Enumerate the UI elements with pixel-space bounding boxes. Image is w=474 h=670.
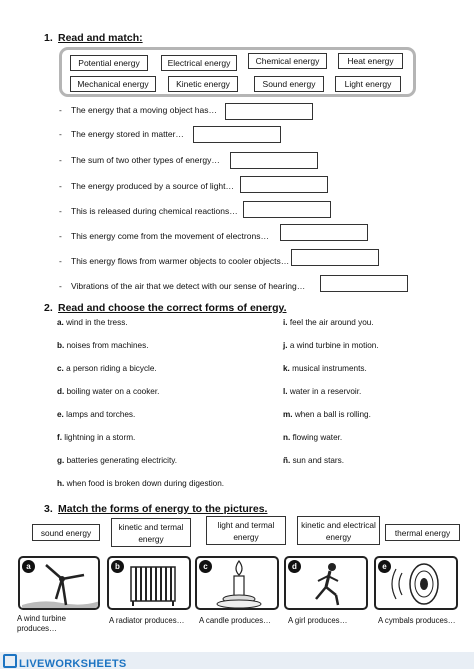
choice-letter: k. bbox=[283, 364, 290, 373]
caption-a: A wind turbine produces… bbox=[17, 614, 66, 633]
word-light-energy[interactable]: Light energy bbox=[335, 76, 401, 92]
choice-letter: m. bbox=[283, 410, 293, 419]
picture-d bbox=[284, 556, 368, 610]
wind-turbine-icon bbox=[22, 559, 100, 609]
bullet-dash: - bbox=[59, 281, 62, 291]
choice-letter: l. bbox=[283, 387, 288, 396]
answer-box-8[interactable] bbox=[320, 275, 408, 292]
caption-c: A candle produces… bbox=[199, 616, 271, 625]
choice-text: flowing water. bbox=[292, 433, 343, 442]
choice-letter: i. bbox=[283, 318, 288, 327]
candle-icon bbox=[199, 559, 279, 609]
section3-title: Match the forms of energy to the pictures. bbox=[58, 503, 268, 515]
picture-badge: c bbox=[199, 560, 212, 573]
bullet-dash: - bbox=[59, 256, 62, 266]
choice-letter: e. bbox=[57, 410, 64, 419]
picture-badge: d bbox=[288, 560, 301, 573]
runner-icon bbox=[288, 559, 368, 609]
word-mechanical-energy[interactable]: Mechanical energy bbox=[70, 76, 156, 92]
cymbals-icon bbox=[378, 559, 458, 609]
choice-letter: d. bbox=[57, 387, 65, 396]
answer-box-2[interactable] bbox=[193, 126, 281, 143]
choice-l[interactable] bbox=[283, 387, 361, 396]
answer-box-3[interactable] bbox=[230, 152, 318, 169]
choice-d[interactable] bbox=[57, 387, 159, 396]
answer-box-4[interactable] bbox=[240, 176, 328, 193]
choice-letter: h. bbox=[57, 479, 65, 488]
section1-title: Read and match: bbox=[58, 32, 143, 44]
picture-badge: b bbox=[111, 560, 124, 573]
statement-2: The energy stored in matter… bbox=[71, 129, 184, 139]
choice-text: lamps and torches. bbox=[66, 410, 136, 419]
word-kinetic-energy[interactable]: Kinetic energy bbox=[168, 76, 238, 92]
choice-letter: a. bbox=[57, 318, 64, 327]
choice-text: a wind turbine in motion. bbox=[289, 341, 379, 350]
answer-box-7[interactable] bbox=[291, 249, 379, 266]
choice-e[interactable] bbox=[57, 410, 135, 419]
caption-e: A cymbals produces… bbox=[378, 616, 456, 625]
choice-n[interactable] bbox=[283, 433, 342, 442]
option-light-termal-energy[interactable]: light and termal energy bbox=[206, 516, 286, 545]
choice-g[interactable] bbox=[57, 456, 177, 465]
choice-text: a person riding a bicycle. bbox=[66, 364, 157, 373]
brand-text: LIVEWORKSHEETS bbox=[19, 658, 127, 670]
caption-d: A girl produces… bbox=[288, 616, 348, 625]
choice-letter: g. bbox=[57, 456, 65, 465]
section3-number: 3. bbox=[44, 503, 53, 515]
choice-text: noises from machines. bbox=[66, 341, 149, 350]
section2-number: 2. bbox=[44, 302, 53, 314]
choice-a[interactable] bbox=[57, 318, 128, 327]
statement-5: This is released during chemical reactions… bbox=[71, 206, 238, 216]
statement-1: The energy that a moving object has… bbox=[71, 105, 217, 115]
word-electrical-energy[interactable]: Electrical energy bbox=[161, 55, 237, 71]
choice-j[interactable] bbox=[283, 341, 379, 350]
choice-text: musical instruments. bbox=[292, 364, 367, 373]
picture-b bbox=[107, 556, 191, 610]
choice-letter: b. bbox=[57, 341, 65, 350]
choice-letter: n. bbox=[283, 433, 291, 442]
choice-letter: f. bbox=[57, 433, 63, 442]
option-thermal-energy[interactable]: thermal energy bbox=[385, 524, 460, 541]
choice-letter: c. bbox=[57, 364, 64, 373]
bullet-dash: - bbox=[59, 231, 62, 241]
bullet-dash: - bbox=[59, 181, 62, 191]
picture-badge: e bbox=[378, 560, 391, 573]
brand-logo bbox=[3, 654, 127, 670]
caption-b: A radiator produces… bbox=[109, 616, 185, 625]
choice-text: batteries generating electricity. bbox=[66, 456, 177, 465]
choice-text: feel the air around you. bbox=[289, 318, 374, 327]
choice-letter: j. bbox=[283, 341, 288, 350]
section2-title: Read and choose the correct forms of energy. bbox=[58, 302, 287, 314]
word-chemical-energy[interactable]: Chemical energy bbox=[248, 53, 327, 69]
statement-4: The energy produced by a source of light… bbox=[71, 181, 235, 191]
option-sound-energy[interactable]: sound energy bbox=[32, 524, 100, 541]
choice-enye[interactable] bbox=[283, 456, 344, 465]
statement-7: This energy flows from warmer objects to cooler objects… bbox=[71, 256, 290, 266]
bullet-dash: - bbox=[59, 206, 62, 216]
bullet-dash: - bbox=[59, 105, 62, 115]
choice-k[interactable] bbox=[283, 364, 367, 373]
liveworksheets-icon bbox=[3, 654, 17, 668]
choice-h[interactable] bbox=[57, 479, 224, 488]
choice-b[interactable] bbox=[57, 341, 148, 350]
choice-m[interactable] bbox=[283, 410, 371, 419]
section1-number: 1. bbox=[44, 32, 53, 44]
choice-i[interactable] bbox=[283, 318, 374, 327]
picture-c bbox=[195, 556, 279, 610]
word-potential-energy[interactable]: Potential energy bbox=[70, 55, 148, 71]
picture-e bbox=[374, 556, 458, 610]
picture-badge: a bbox=[22, 560, 35, 573]
option-kinetic-electrical-energy[interactable]: kinetic and electrical energy bbox=[297, 516, 380, 545]
choice-text: water in a reservoir. bbox=[289, 387, 362, 396]
choice-text: boiling water on a cooker. bbox=[66, 387, 160, 396]
answer-box-5[interactable] bbox=[243, 201, 331, 218]
statement-8: Vibrations of the air that we detect with our sense of hearing… bbox=[71, 281, 306, 291]
bullet-dash: - bbox=[59, 129, 62, 139]
radiator-icon bbox=[111, 559, 191, 609]
picture-a bbox=[18, 556, 100, 610]
choice-c[interactable] bbox=[57, 364, 157, 373]
choice-text: sun and stars. bbox=[292, 456, 344, 465]
choice-text: when a ball is rolling. bbox=[294, 410, 371, 419]
choice-text: when food is broken down during digestion. bbox=[66, 479, 225, 488]
answer-box-1[interactable] bbox=[225, 103, 313, 120]
word-sound-energy[interactable]: Sound energy bbox=[254, 76, 324, 92]
answer-box-6[interactable] bbox=[280, 224, 368, 241]
statement-3: The sum of two other types of energy… bbox=[71, 155, 220, 165]
choice-text: lightning in a storm. bbox=[64, 433, 136, 442]
statement-6: This energy come from the movement of electrons… bbox=[71, 231, 269, 241]
bullet-dash: - bbox=[59, 155, 62, 165]
choice-text: wind in the tress. bbox=[66, 318, 128, 327]
word-heat-energy[interactable]: Heat energy bbox=[338, 53, 403, 69]
option-kinetic-termal-energy[interactable]: kinetic and termal energy bbox=[111, 518, 191, 547]
choice-letter: ñ. bbox=[283, 456, 291, 465]
choice-f[interactable] bbox=[57, 433, 135, 442]
